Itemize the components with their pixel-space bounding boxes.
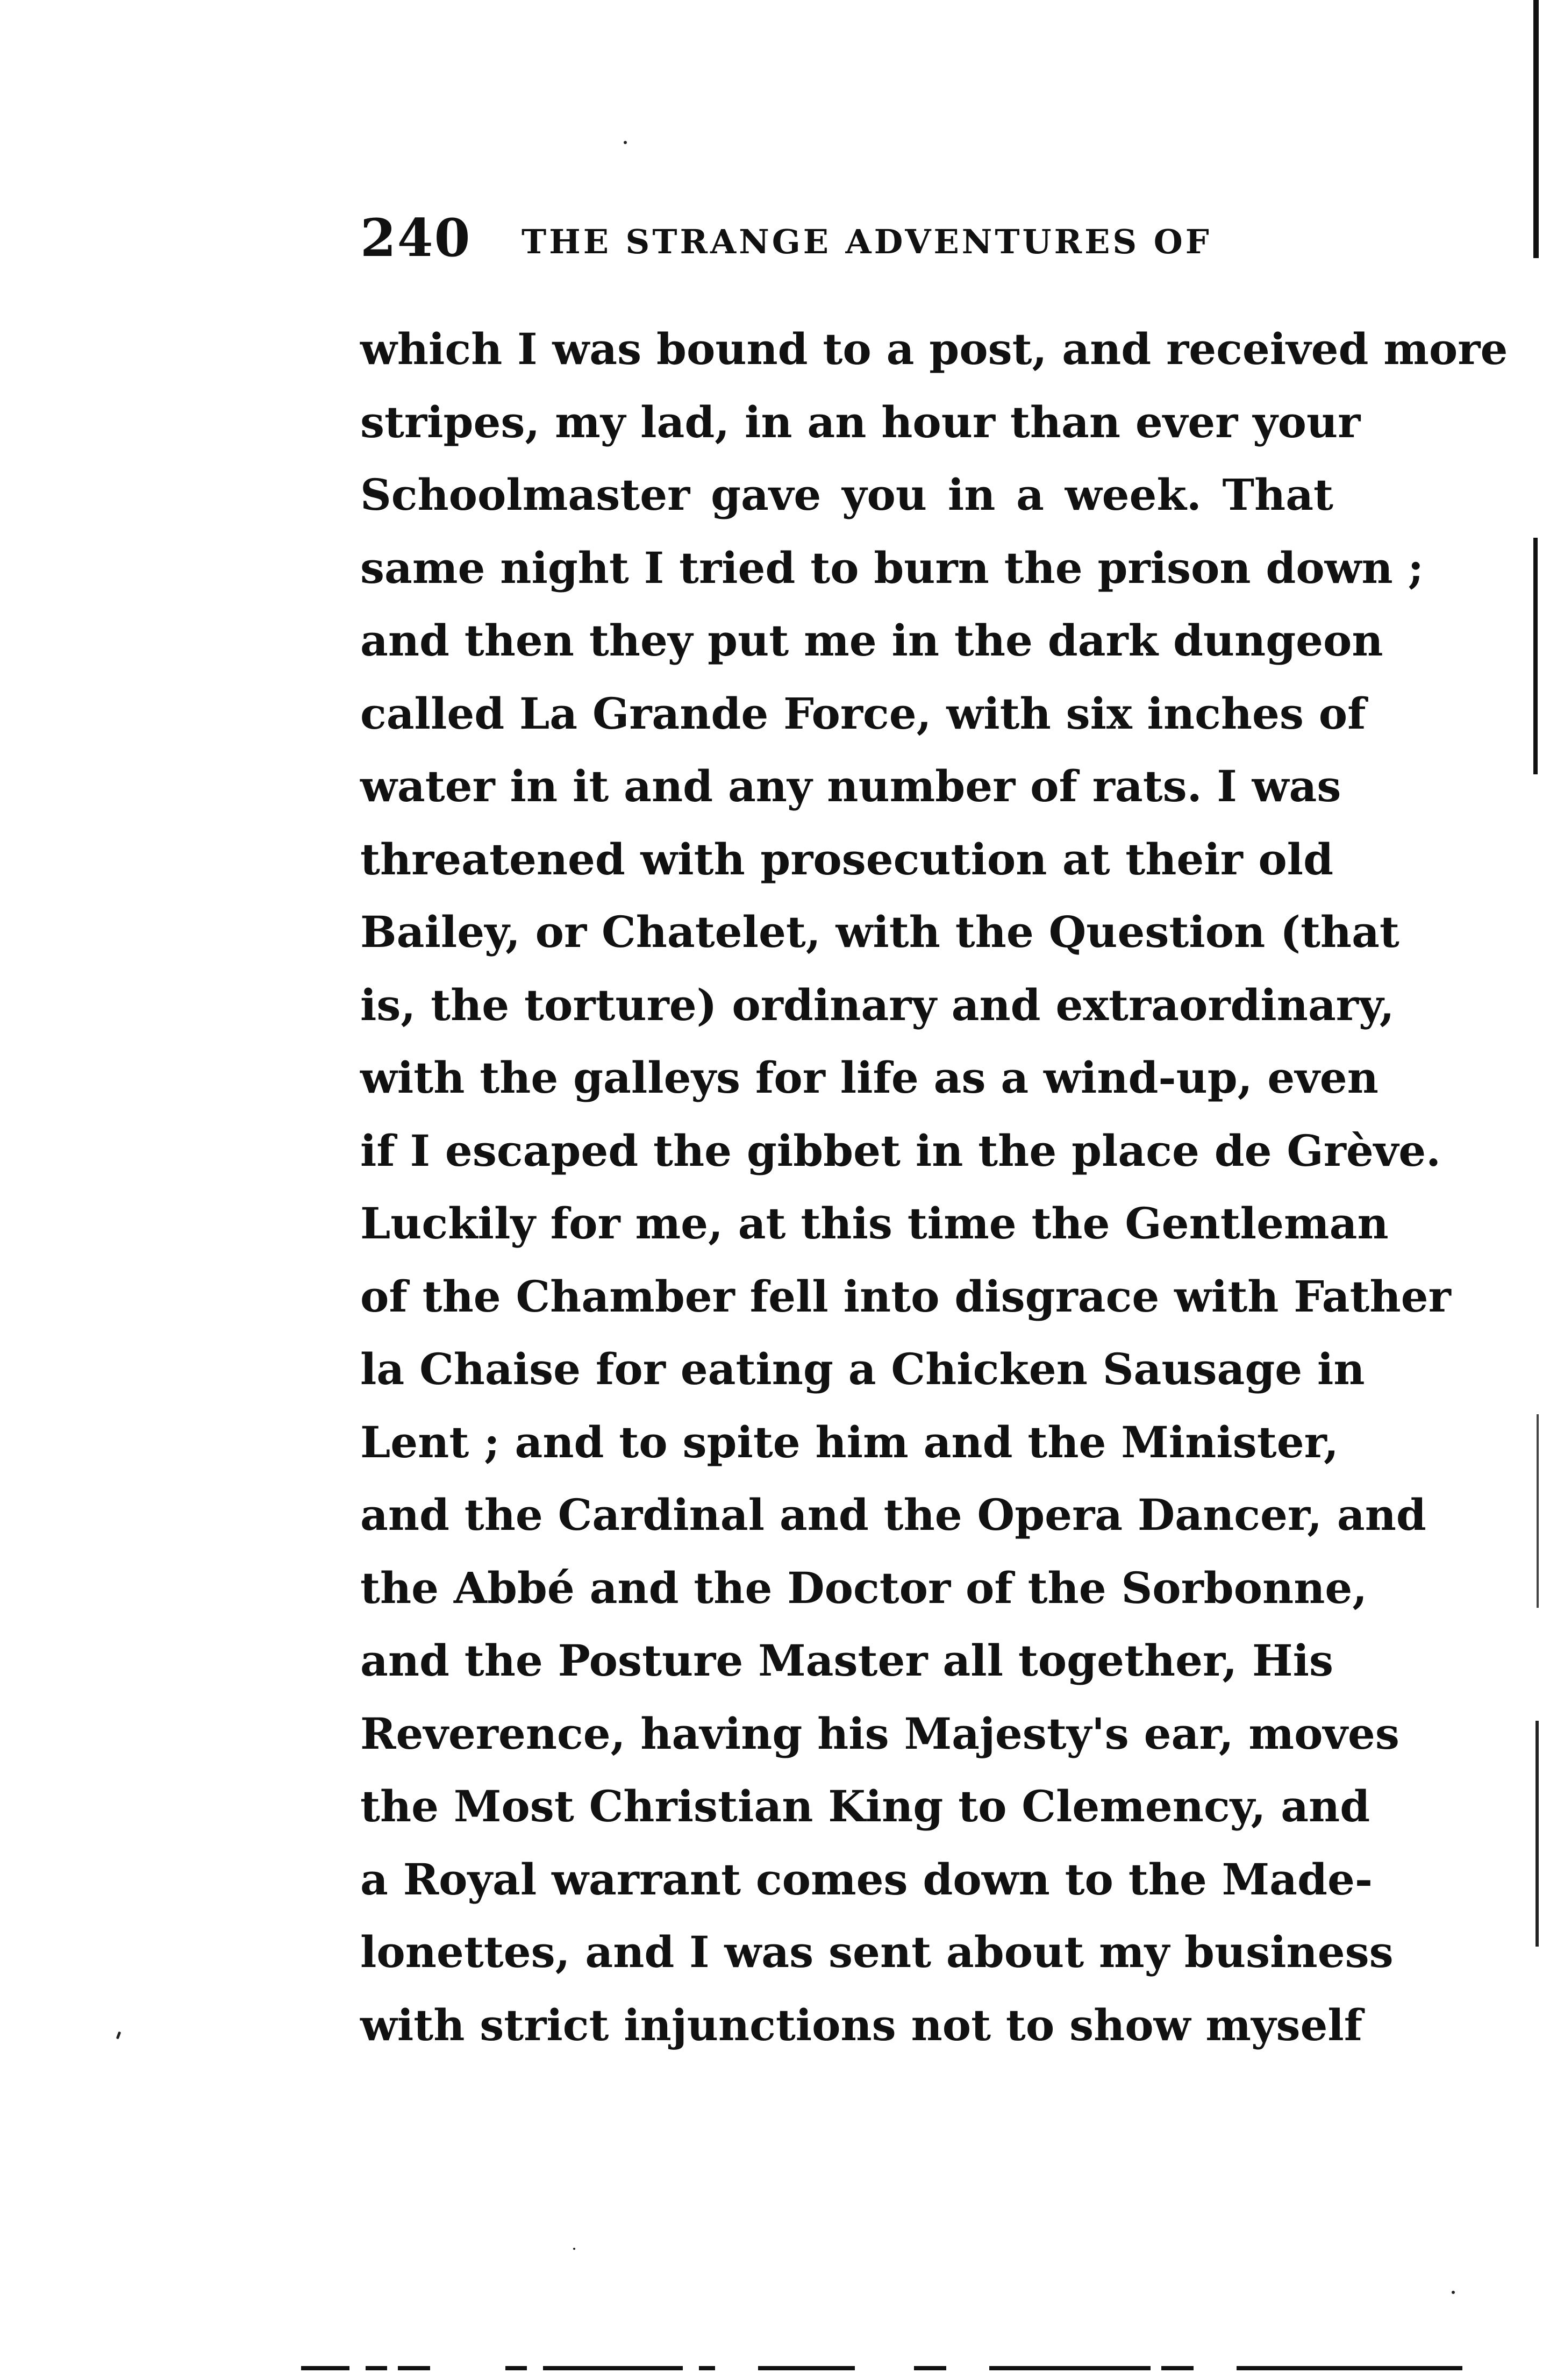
scan-edge-artifact: [1533, 0, 1539, 258]
scan-edge-artifact: [699, 2366, 715, 2370]
text-line: Lent ; and to spite him and the Minister,: [360, 1416, 1339, 1467]
scan-edge-artifact: [1161, 2366, 1194, 2370]
text-line: the Most Christian King to Clemency, and: [360, 1781, 1370, 1832]
text-line: threatened with prosecution at their old: [360, 833, 1333, 885]
text-line: lonettes, and I was sent about my business: [360, 1927, 1394, 1977]
scan-edge-artifact: [1535, 1721, 1539, 1947]
scan-edge-artifact: [301, 2366, 349, 2370]
scan-speck: [624, 141, 627, 144]
text-line: a Royal warrant comes down to the Made-: [360, 1854, 1373, 1905]
text-line: is, the torture) ordinary and extraordinary,: [360, 979, 1395, 1030]
scan-edge-artifact: [914, 2366, 946, 2370]
scan-speck: [1452, 2291, 1455, 2294]
text-line: and then they put me in the dark dungeon: [360, 615, 1383, 666]
scan-edge-artifact: [1537, 1414, 1539, 1608]
text-line: Luckily for me, at this time the Gentleman: [360, 1198, 1389, 1249]
scan-edge-artifact: [505, 2366, 527, 2370]
scan-edge-artifact: [398, 2366, 430, 2370]
text-line: of the Chamber fell into disgrace with Father: [360, 1271, 1451, 1322]
scan-edge-artifact: [543, 2366, 683, 2370]
text-line: with strict injunctions not to show myself: [360, 1999, 1363, 2050]
text-line: Bailey, or Chatelet, with the Question (that: [360, 907, 1399, 957]
scan-edge-artifact: [1237, 2366, 1462, 2370]
running-title: THE STRANGE ADVENTURES OF: [522, 222, 1212, 261]
text-line: same night I tried to burn the prison down ;: [360, 542, 1424, 593]
scan-edge-artifact: [989, 2366, 1151, 2370]
scan-edge-artifact: [758, 2366, 855, 2370]
scan-speck: [573, 2248, 575, 2250]
text-line: if I escaped the gibbet in the place de Grève.: [360, 1125, 1441, 1176]
text-line: la Chaise for eating a Chicken Sausage in: [360, 1344, 1365, 1394]
text-line: with the galleys for life as a wind-up, even: [360, 1052, 1379, 1103]
page-header: [360, 209, 1371, 268]
text-line: water in it and any number of rats. I was: [360, 761, 1341, 811]
body-text: [360, 313, 1508, 2062]
page-number: 240: [360, 208, 472, 268]
text-line: and the Posture Master all together, His: [360, 1635, 1334, 1686]
scan-edge-artifact: [1533, 538, 1538, 774]
text-line: the Abbé and the Doctor of the Sorbonne,: [360, 1562, 1368, 1613]
scan-speck: [116, 2032, 121, 2040]
text-line: which I was bound to a post, and received more: [360, 324, 1508, 374]
scan-edge-artifact: [366, 2366, 387, 2370]
text-line: and the Cardinal and the Opera Dancer, and: [360, 1490, 1426, 1540]
text-line: Reverence, having his Majesty's ear, moves: [360, 1708, 1399, 1759]
text-line: called La Grande Force, with six inches of: [360, 688, 1366, 739]
text-line: Schoolmaster gave you in a week. That: [360, 469, 1333, 520]
text-line: stripes, my lad, in an hour than ever your: [360, 396, 1361, 447]
